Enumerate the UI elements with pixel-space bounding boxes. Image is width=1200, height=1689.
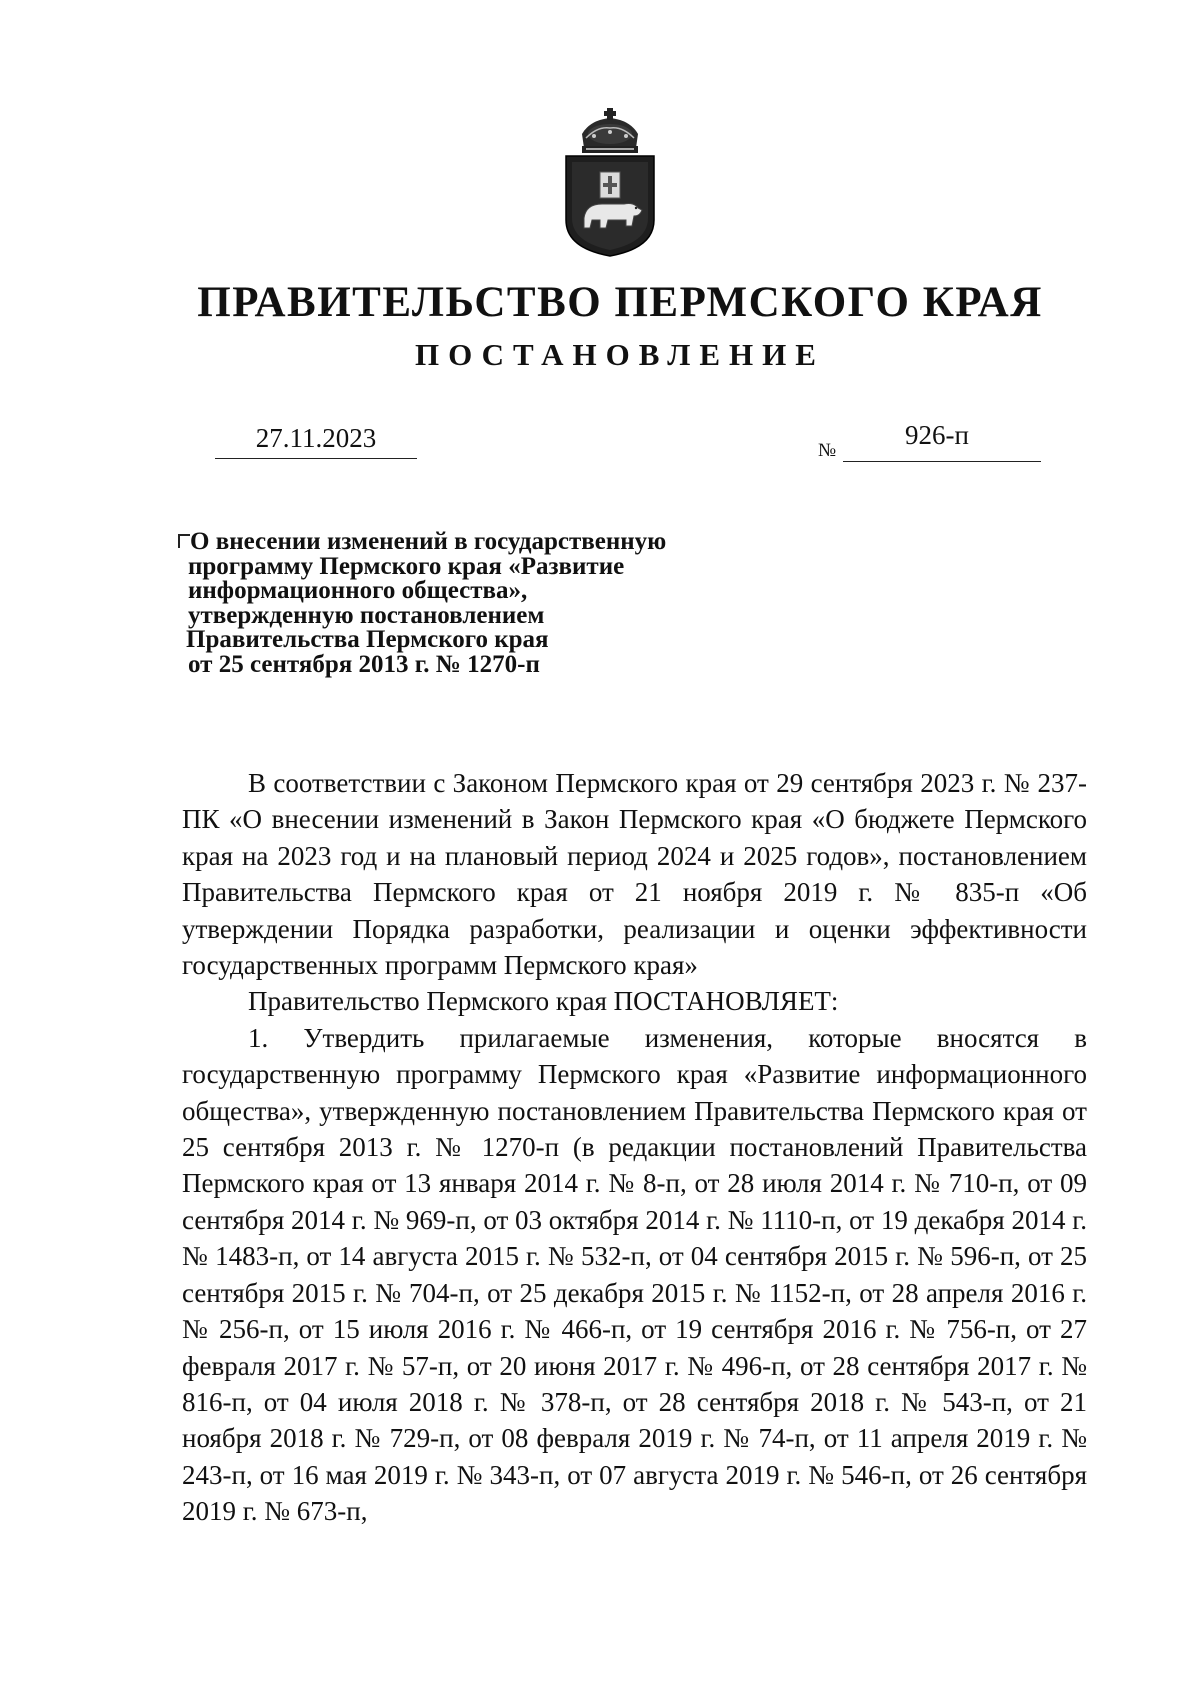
- subject-block: [180, 530, 740, 678]
- subject-corner-bracket: [178, 534, 190, 548]
- document-number-field: [843, 420, 1041, 462]
- document-number: 926-п: [905, 420, 969, 450]
- subject-line: программу Пермского края «Развитие: [188, 552, 625, 580]
- document-body: [182, 765, 1087, 1530]
- coat-of-arms-emblem: [562, 108, 658, 258]
- subject-line: О внесении изменений в государственную: [190, 528, 667, 555]
- decree-paragraph: Правительство Пермского края ПОСТАНОВЛЯЕТ:: [248, 986, 839, 1017]
- subject-line: от 25 сентября 2013 г. № 1270-п: [188, 650, 540, 678]
- preamble-paragraph: В соответствии с Законом Пермского края от 29 сентября 2023 г. № 237-ПК «О внесении изменений в Закон Пермского края «О бюджете Пермского края на 2023 год и на плановый период 2024 и 2025 годов», постановлением Правительства Пермского края от 21 ноября 2019 г. № 835-п «Об утверждении Порядка разработки, реализации и оценки эффективности государственных программ Пермского края»: [182, 768, 1087, 981]
- document-type-heading: ПОСТАНОВЛЕНИЕ: [415, 337, 825, 372]
- item-1-paragraph: 1. Утвердить прилагаемые изменения, которые вносятся в государственную программу Пермского края «Развитие информационного общества», утвержденную постановлением Правительства Пермского края от 25 сентября 2013 г. № 1270-п (в редакции постановлений Правительства Пермского края от 13 января 2014 г. № 8-п, от 28 июля 2014 г. № 710-п, от 09 сентября 2014 г. № 969-п, от 03 октября 2014 г. № 1110-п, от 19 декабря 2014 г. № 1483-п, от 14 августа 2015 г. № 532-п, от 04 сентября 2015 г. № 596-п, от 25 сентября 2015 г. № 704-п, от 25 декабря 2015 г. № 1152-п, от 28 апреля 2016 г. № 256-п, от 15 июля 2016 г. № 466-п, от 19 сентября 2016 г. № 756-п, от 27 февраля 2017 г. № 57-п, от 20 июня 2017 г. № 496-п, от 28 сентября 2017 г. № 816-п, от 04 июля 2018 г. № 378-п, от 28 сентября 2018 г. № 543-п, от 21 ноября 2018 г. № 729-п, от 08 февраля 2019 г. № 74-п, от 11 апреля 2019 г. № 243-п, от 16 мая 2019 г. № 343-п, от 07 августа 2019 г. № 546-п, от 26 сентября 2019 г. № 673-п,: [182, 1022, 1087, 1527]
- number-sign: №: [818, 440, 837, 461]
- document-date: 27.11.2023: [215, 423, 417, 459]
- subject-line: утвержденную постановлением: [188, 601, 545, 629]
- organization-title: ПРАВИТЕЛЬСТВО ПЕРМСКОГО КРАЯ: [197, 279, 1043, 326]
- subject-line: Правительства Пермского края: [186, 626, 549, 654]
- subject-line: информационного общества»,: [188, 577, 528, 605]
